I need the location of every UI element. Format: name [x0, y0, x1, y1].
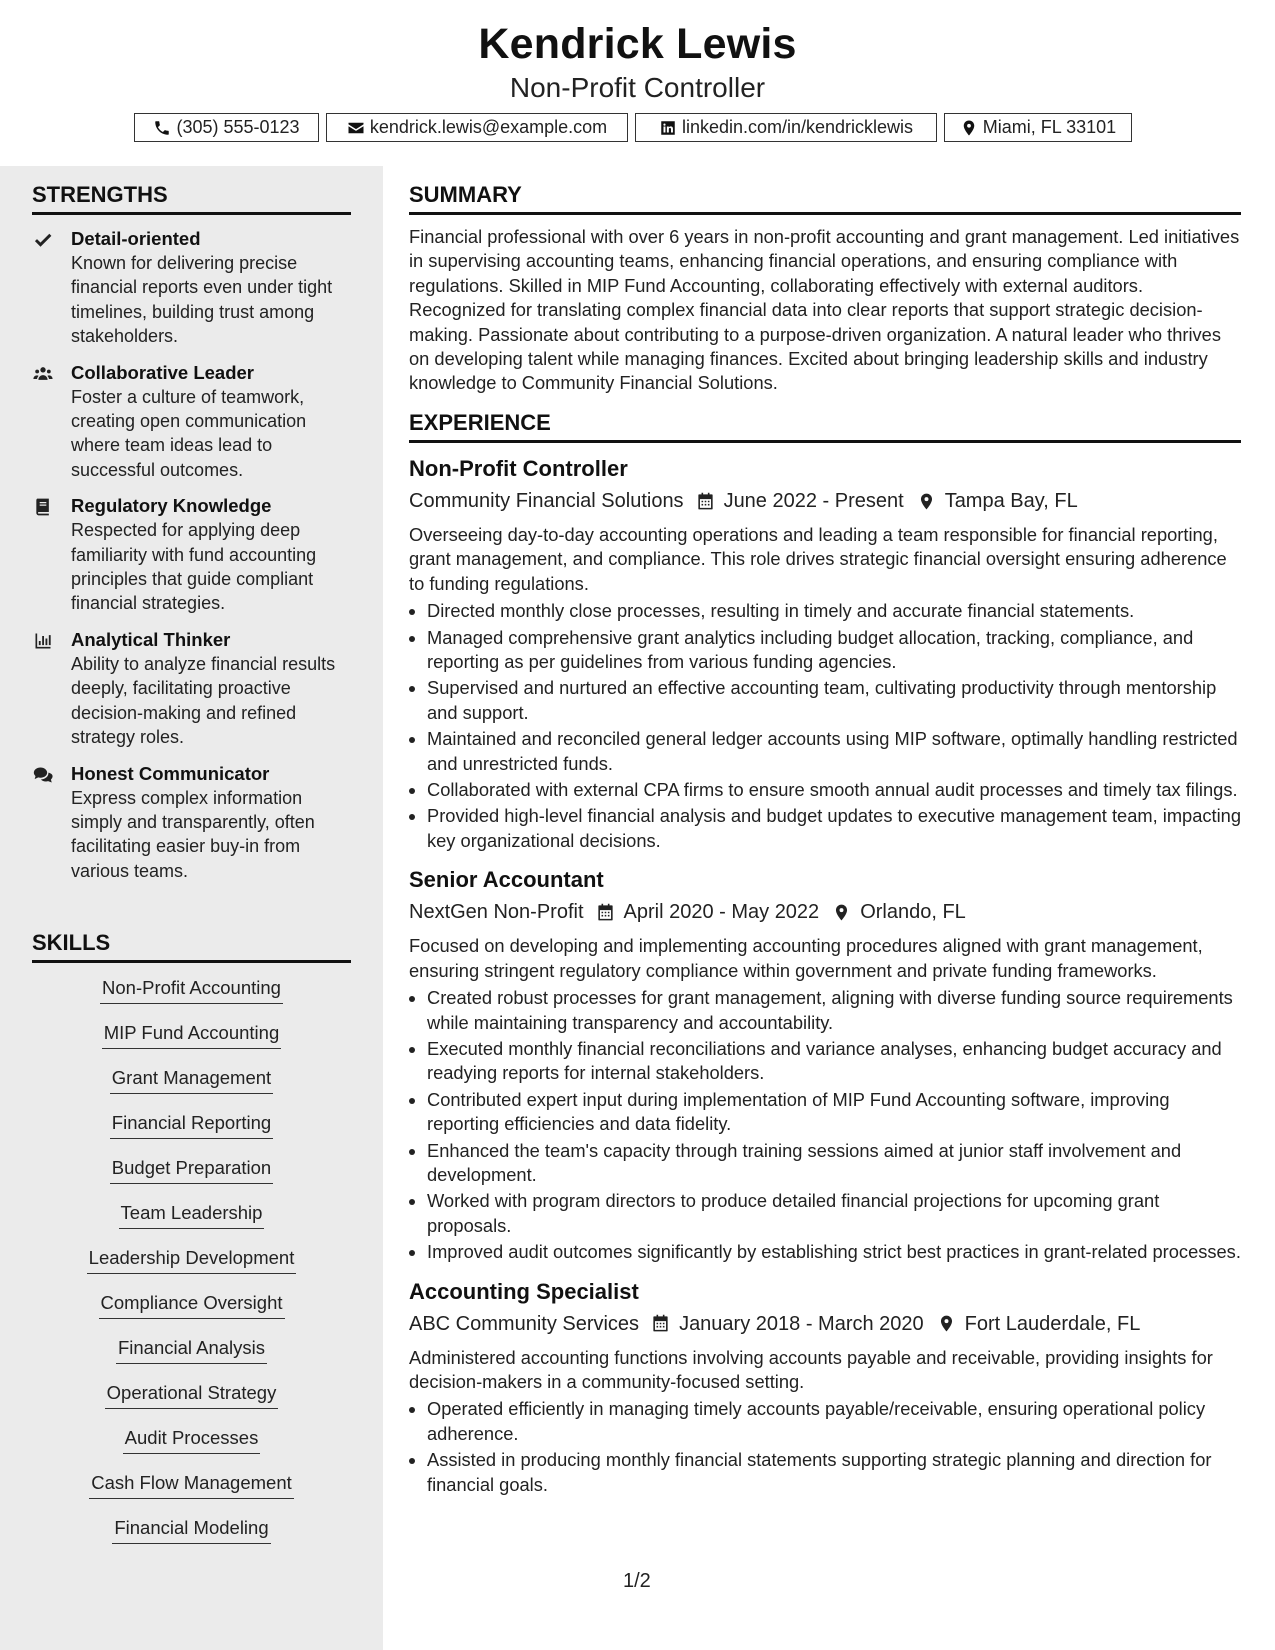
skill-item — [32, 1335, 351, 1380]
bullet-item: Created robust processes for grant management, aligning with diverse funding source requirements while maintaining transparency and accountability. — [427, 986, 1241, 1035]
job-entry — [409, 454, 1241, 853]
page-number: 1/2 — [623, 1570, 651, 1592]
skill-item — [32, 1155, 351, 1200]
chart-icon — [32, 631, 54, 651]
contact-phone[interactable] — [134, 113, 319, 142]
skill-item — [32, 1290, 351, 1335]
strength-desc: Respected for applying deep familiarity with fund accounting principles that guide compliant financial strategies. — [71, 520, 317, 614]
job-company: ABC Community Services — [409, 1312, 640, 1335]
map-pin-icon — [917, 492, 936, 511]
job-bullets — [409, 986, 1241, 1264]
job-dates: April 2020 - May 2022 — [623, 901, 820, 924]
map-pin-icon — [832, 903, 851, 922]
strength-desc: Express complex information simply and transparently, often facilitating easier buy-in from various teams. — [71, 787, 315, 881]
job-company: NextGen Non-Profit — [409, 901, 584, 924]
skill-label: Grant Management — [110, 1065, 273, 1094]
strength-item — [32, 361, 351, 483]
candidate-name: Kendrick Lewis — [478, 20, 797, 68]
strength-item — [32, 762, 351, 884]
skill-label: Financial Reporting — [110, 1110, 273, 1139]
bullet-item: Contributed expert input during implementation of MIP Fund Accounting software, improving reporting efficiencies and data fidelity. — [427, 1088, 1241, 1137]
skills-heading: SKILLS — [32, 930, 351, 963]
linkedin-text: linkedin.com/in/kendricklewis — [681, 117, 914, 137]
bullet-item: Directed monthly close processes, resulting in timely and accurate financial statements. — [427, 599, 1241, 623]
job-dates: January 2018 - March 2020 — [679, 1312, 924, 1335]
bullet-item: Assisted in producing monthly financial statements supporting strategic planning and direction for financial goals. — [427, 1448, 1241, 1497]
bullet-item: Managed comprehensive grant analytics including budget allocation, tracking, compliance, and reporting as per guidelines from various funding agencies. — [427, 626, 1241, 675]
book-icon — [32, 497, 54, 517]
strength-title: Regulatory Knowledge — [71, 495, 272, 517]
skill-item — [32, 1515, 351, 1560]
bullet-item: Improved audit outcomes significantly by establishing strict best practices in grant-related processes. — [427, 1240, 1241, 1264]
strength-desc: Known for delivering precise financial reports even under tight timelines, building trust among stakeholders. — [71, 253, 333, 347]
summary-text: Financial professional with over 6 years in non-profit accounting and grant management. Led initiatives in supervising accounting teams, enhancing financial operations, and ensuring compliance with regulations. Skilled in MIP Fund Accounting, collaborating effectively with external auditors. Recognized for translating complex financial data into clear reports that support strategic decision-making. Passionate about contributing to a purpose-driven organization. A natural leader who thrives on developing talent while managing finances. Excited about bringing leadership skills and industry knowledge to Community Financial Solutions. — [409, 226, 1240, 394]
calendar-icon — [651, 1314, 670, 1333]
bullet-item: Maintained and reconciled general ledger accounts using MIP software, optimally handling restricted and unrestricted funds. — [427, 727, 1241, 776]
job-meta — [409, 486, 1241, 516]
candidate-title: Non-Profit Controller — [509, 72, 766, 103]
strength-item — [32, 494, 351, 616]
job-dates: June 2022 - Present — [723, 490, 904, 512]
bullet-item: Executed monthly financial reconciliations and variance analyses, enhancing budget accuracy and readying reports for internal stakeholders. — [427, 1037, 1241, 1086]
job-company: Community Financial Solutions — [409, 490, 684, 512]
envelope-icon — [347, 119, 365, 137]
skill-label: Budget Preparation — [110, 1155, 273, 1184]
map-pin-icon — [960, 119, 978, 137]
experience-section — [409, 410, 1241, 1499]
strengths-heading: STRENGTHS — [32, 182, 351, 215]
job-description: Overseeing day-to-day accounting operations and leading a team responsible for financial reporting, grant management, and compliance. This role drives strategic financial oversight ensuring adherence to funding regulations. — [409, 524, 1227, 594]
job-title: Non-Profit Controller — [409, 456, 628, 481]
job-entry — [409, 865, 1241, 1264]
contact-email[interactable] — [326, 113, 628, 142]
job-title: Senior Accountant — [409, 867, 604, 893]
bullet-item: Worked with program directors to produce detailed financial projections for upcoming grant proposals. — [427, 1189, 1241, 1238]
bullet-item: Provided high-level financial analysis and budget updates to executive management team, impacting key organizational decisions. — [427, 804, 1241, 853]
phone-icon — [153, 119, 171, 137]
strength-item — [32, 628, 351, 750]
skill-label: Leadership Development — [87, 1245, 297, 1274]
skill-label: Non-Profit Accounting — [100, 975, 283, 1004]
job-bullets — [409, 1397, 1241, 1497]
email-text: kendrick.lewis@example.com — [369, 117, 608, 137]
sidebar — [0, 166, 383, 1650]
strength-desc: Foster a culture of teamwork, creating open communication where team ideas lead to successful outcomes. — [71, 386, 307, 480]
skill-item — [32, 1110, 351, 1155]
bullet-item: Supervised and nurtured an effective accounting team, cultivating productivity through mentorship and support. — [427, 676, 1241, 725]
skill-item — [32, 1425, 351, 1470]
map-pin-icon — [937, 1314, 956, 1333]
strength-title: Detail-oriented — [71, 228, 201, 249]
bullet-item: Enhanced the team's capacity through training sessions aimed at junior staff involvement and development. — [427, 1139, 1241, 1188]
linkedin-icon — [659, 119, 677, 137]
calendar-icon — [696, 492, 715, 511]
experience-heading: EXPERIENCE — [409, 410, 1241, 443]
skill-item — [32, 1245, 351, 1290]
skill-item — [32, 975, 351, 1020]
skill-item — [32, 1020, 351, 1065]
bullet-item: Collaborated with external CPA firms to ensure smooth annual audit processes and timely tax filings. — [427, 778, 1241, 802]
skill-label: Compliance Oversight — [99, 1290, 285, 1319]
job-location: Fort Lauderdale, FL — [964, 1312, 1141, 1335]
job-location: Tampa Bay, FL — [944, 490, 1078, 512]
contact-linkedin[interactable] — [635, 113, 937, 142]
strength-desc: Ability to analyze financial results deeply, facilitating proactive decision-making and refined strategy roles. — [71, 653, 336, 748]
check-icon — [32, 230, 54, 250]
bullet-item: Operated efficiently in managing timely accounts payable/receivable, ensuring operational policy adherence. — [427, 1397, 1241, 1446]
summary-section — [409, 182, 1241, 396]
skills-section — [32, 930, 351, 1560]
job-entry — [409, 1277, 1241, 1497]
summary-heading: SUMMARY — [409, 182, 1241, 215]
strengths-section — [32, 182, 351, 883]
skill-label: Financial Modeling — [112, 1515, 270, 1544]
location-text: Miami, FL 33101 — [982, 117, 1117, 137]
skill-label: Cash Flow Management — [89, 1470, 294, 1499]
skill-label: Audit Processes — [123, 1425, 261, 1454]
comments-icon — [32, 765, 54, 785]
job-description: Administered accounting functions involving accounts payable and receivable, providing insights for decision-makers in a community-focused setting. — [409, 1346, 1213, 1392]
skill-item — [32, 1380, 351, 1425]
job-meta — [409, 1309, 1241, 1339]
users-icon — [32, 364, 54, 384]
phone-text: (305) 555-0123 — [176, 117, 300, 137]
strength-item — [32, 227, 351, 349]
calendar-icon — [596, 903, 615, 922]
contact-bar — [134, 113, 1132, 145]
job-bullets — [409, 599, 1241, 853]
skill-item — [32, 1470, 351, 1515]
job-description: Focused on developing and implementing accounting procedures aligned with grant management, ensuring stringent regulatory compliance within government and private funding frameworks. — [409, 935, 1203, 981]
skill-label: MIP Fund Accounting — [102, 1020, 282, 1049]
skill-label: Operational Strategy — [105, 1380, 279, 1409]
skill-item — [32, 1200, 351, 1245]
job-location: Orlando, FL — [860, 901, 966, 924]
contact-location — [944, 113, 1132, 142]
job-title: Accounting Specialist — [409, 1278, 639, 1304]
resume-header — [0, 0, 1275, 166]
strength-title: Honest Communicator — [71, 762, 270, 784]
skill-label: Team Leadership — [119, 1200, 265, 1229]
skill-list — [32, 975, 351, 1560]
strength-title: Analytical Thinker — [71, 628, 231, 650]
strength-title: Collaborative Leader — [71, 361, 255, 383]
skill-item — [32, 1065, 351, 1110]
job-meta — [409, 897, 1241, 927]
skill-label: Financial Analysis — [116, 1335, 267, 1364]
